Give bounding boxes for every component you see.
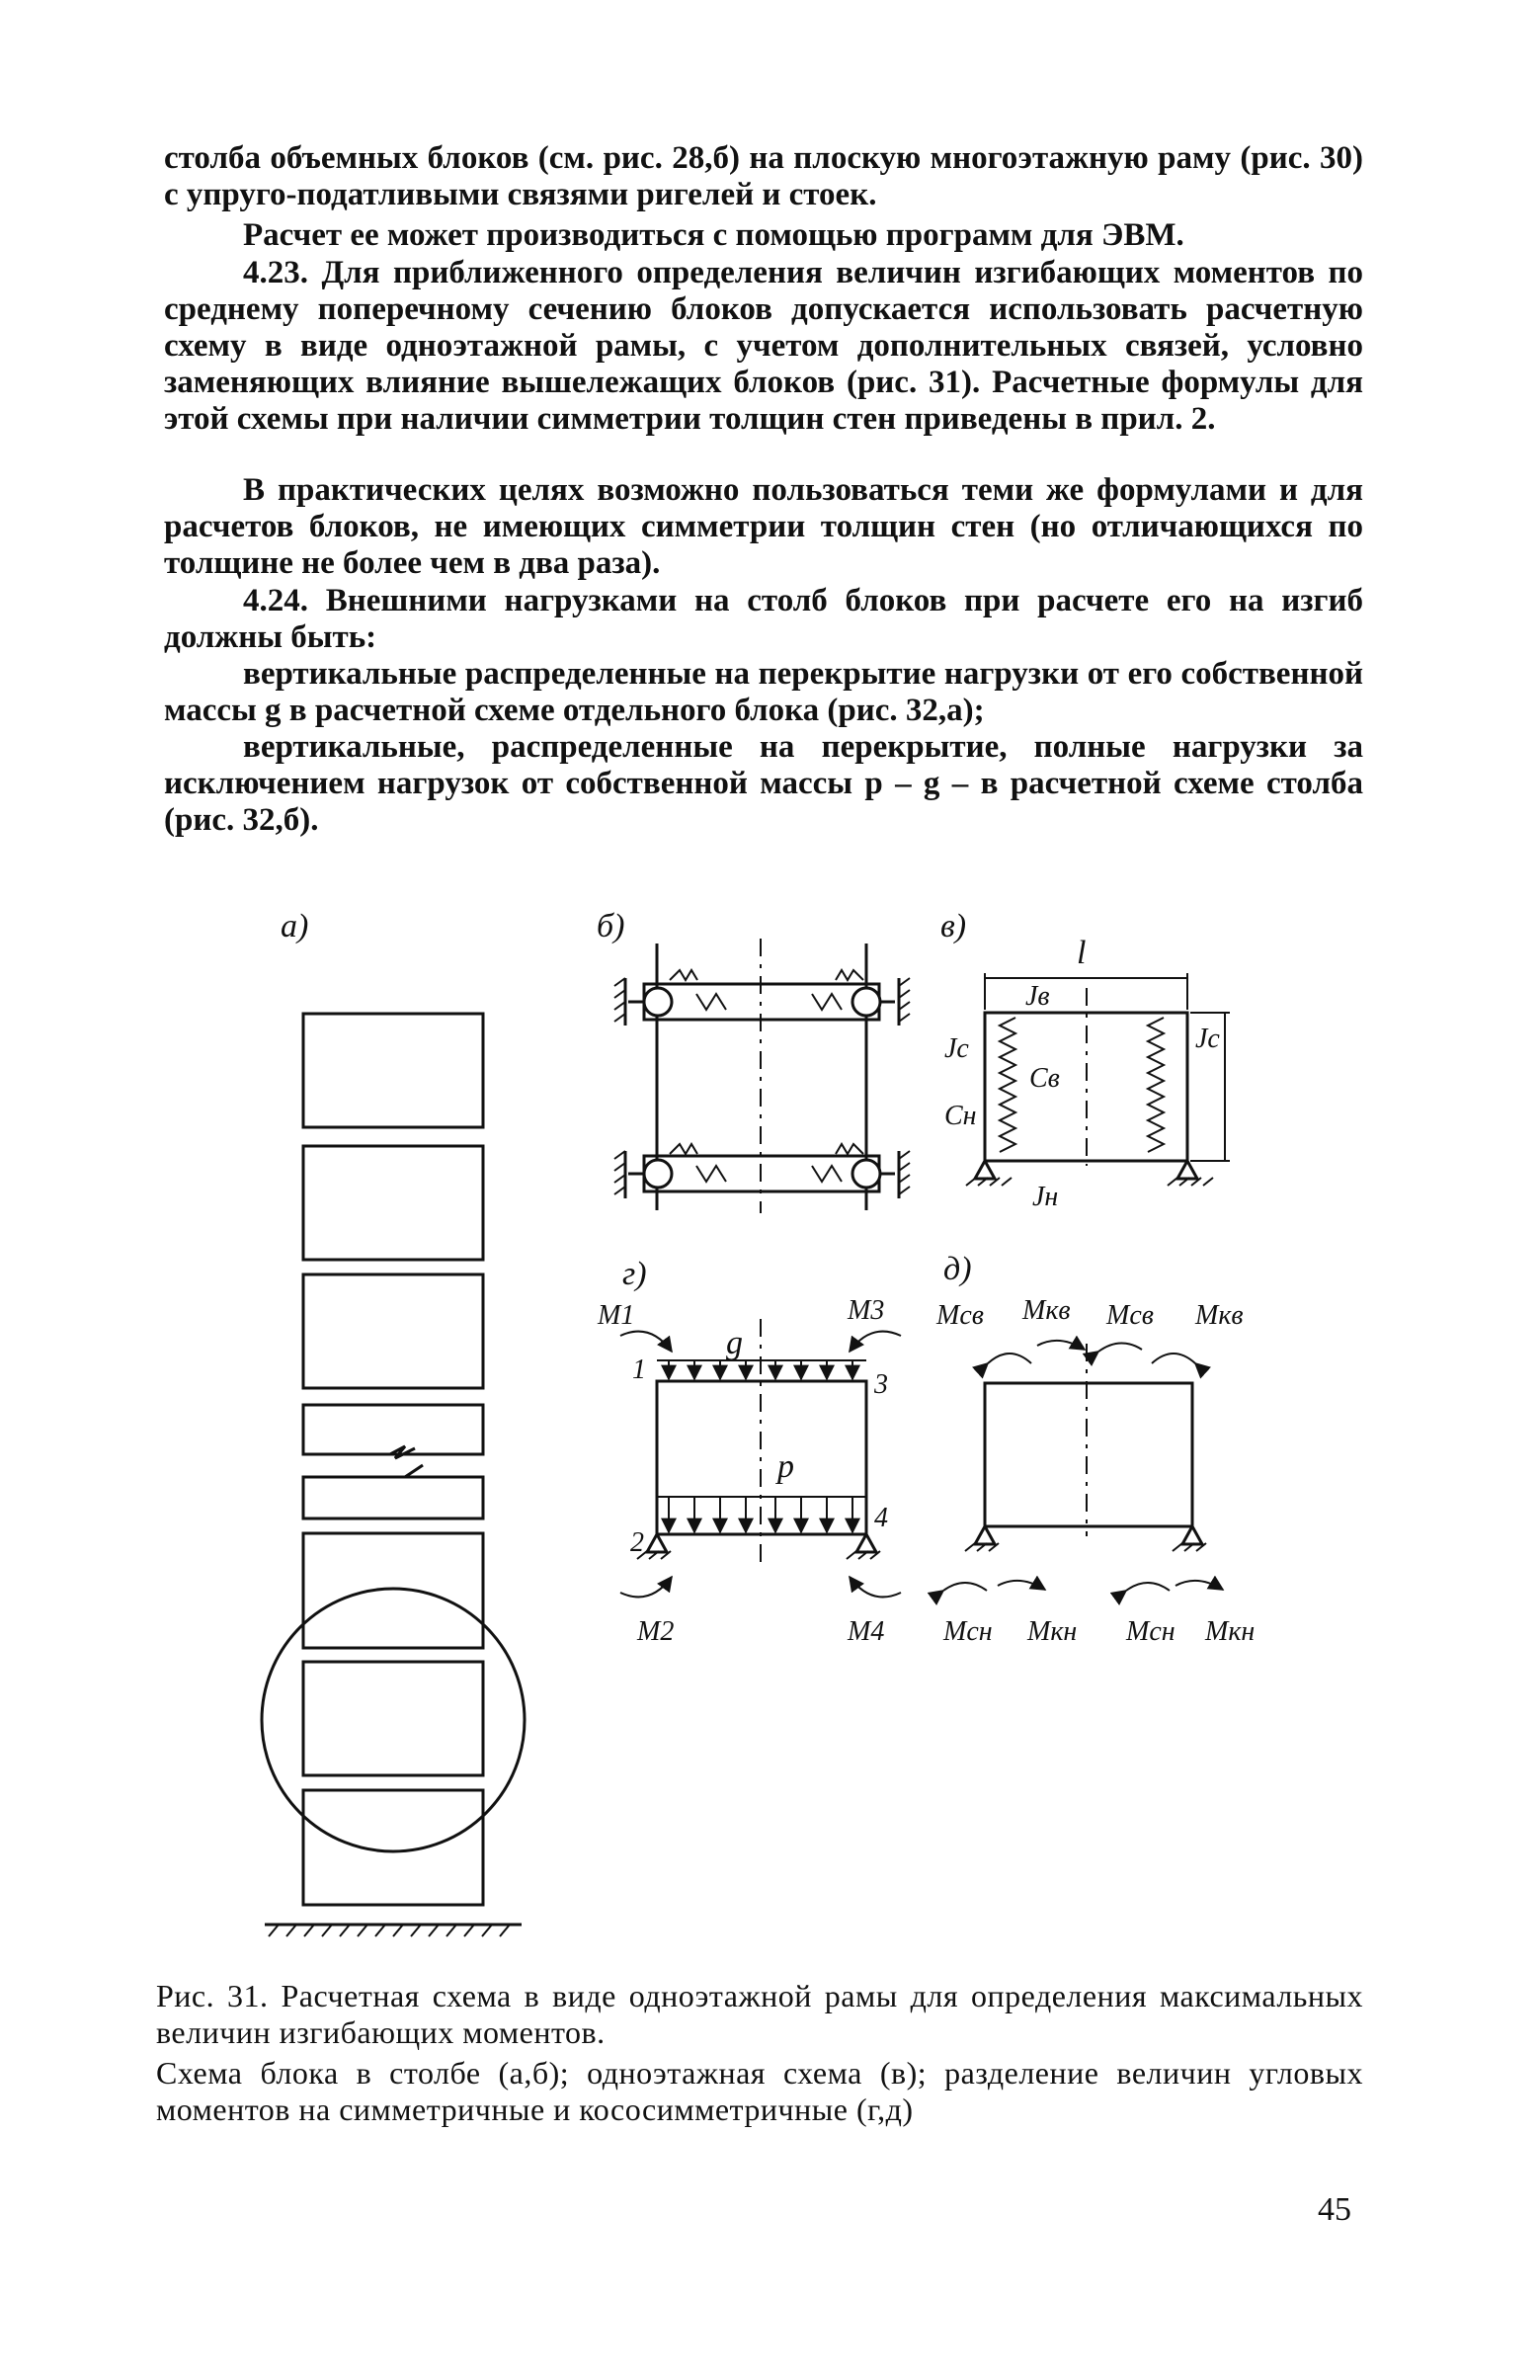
paragraph-computation: Расчет ее может производиться с помощью программ для ЭВМ. xyxy=(243,217,1184,253)
moment-Mkn-1-label: Mкн xyxy=(1027,1616,1078,1647)
node-2-label: 2 xyxy=(630,1527,644,1558)
paragraph-4-24: 4.24. Внешними нагрузками на столб блоков при расчете его на изгиб должны быть: xyxy=(164,583,1363,655)
figure-caption-description: Схема блока в столбе (а,б); одноэтажная схема (в); разделение величин угловых моментов на симметричные и кососимметричные (г,д) xyxy=(156,2055,1363,2127)
node-4-label: 4 xyxy=(874,1503,888,1533)
panel-b-frame xyxy=(614,939,910,1213)
paragraph-load-self-weight: вертикальные распределенные на перекрытие нагрузки от его собственной массы g в расчетной схеме отдельного блока (рис. 32,а); xyxy=(164,656,1363,728)
panel-v-label: в) xyxy=(940,908,967,944)
bottom-Jn-label: Jн xyxy=(1032,1182,1059,1212)
paragraph-load-full: вертикальные, распределенные на перекрытие, полные нагрузки за исключением нагрузок от собственной массы p – g – в расчетной схеме столба (рис. 32,б). xyxy=(164,729,1363,838)
paragraph-4-23: 4.23. Для приближенного определения величин изгибающих моментов по среднему поперечному сечению блоков допускается использовать расчетную схему в виде одноэтажной рамы, с учетом дополнительных связей, условно заменяющих влияние вышележащих блоков (рис. 31). Расчетные формулы для этой схемы при наличии симметрии толщин стен приведены в прил. 2. xyxy=(164,255,1363,437)
panel-d-frame xyxy=(943,1341,1223,1591)
node-1-label: 1 xyxy=(632,1354,646,1385)
paragraph-continuation: столба объемных блоков (см. рис. 28,б) на плоскую многоэтажную раму (рис. 30) с упруго-податливыми связями ригелей и стоек. xyxy=(164,140,1363,212)
moment-M2-label: M2 xyxy=(637,1616,675,1647)
moment-M4-label: M4 xyxy=(848,1616,885,1647)
beam-Jv-label: Jв xyxy=(1025,981,1050,1012)
moment-Mcv-1-label: Mсв xyxy=(936,1300,984,1331)
panel-a-block-column xyxy=(262,1014,525,1936)
moment-M1-label: M1 xyxy=(598,1300,635,1331)
moment-Mcv-2-label: Mсв xyxy=(1106,1300,1154,1331)
panel-a-label: а) xyxy=(281,908,309,944)
spring-Cv-label: Cв xyxy=(1029,1063,1060,1094)
load-g-label: g xyxy=(726,1325,743,1361)
column-Jc-left-label: Jс xyxy=(944,1033,969,1064)
moment-Mkv-2-label: Mкв xyxy=(1195,1300,1244,1331)
moment-Mkn-2-label: Mкн xyxy=(1205,1616,1256,1647)
node-3-label: 3 xyxy=(874,1369,888,1400)
load-p-label: p xyxy=(777,1448,794,1485)
moment-Mcn-2-label: Mсн xyxy=(1126,1616,1175,1647)
page-number: 45 xyxy=(1318,2191,1351,2228)
panel-b-label: б) xyxy=(597,908,625,944)
spring-Cn-label: Cн xyxy=(944,1101,977,1131)
panel-v-frame xyxy=(966,973,1230,1186)
column-Jc-right-label: Jс xyxy=(1195,1024,1220,1054)
moment-Mcn-1-label: Mсн xyxy=(943,1616,993,1647)
moment-Mkv-1-label: Mкв xyxy=(1022,1295,1071,1326)
panel-g-label: г) xyxy=(622,1256,647,1292)
moment-M3-label: M3 xyxy=(848,1295,885,1326)
figure-caption-title: Рис. 31. Расчетная схема в виде одноэтажной рамы для определения максимальных величин изгибающих моментов. xyxy=(156,1978,1363,2050)
span-l-label: l xyxy=(1077,935,1087,971)
panel-d-label: д) xyxy=(943,1251,972,1287)
paragraph-practical: В практических целях возможно пользоваться теми же формулами и для расчетов блоков, не имеющих симметрии толщин стен (но отличающихся по толщине не более чем в два раза). xyxy=(164,472,1363,581)
panel-g-frame xyxy=(620,1319,901,1597)
